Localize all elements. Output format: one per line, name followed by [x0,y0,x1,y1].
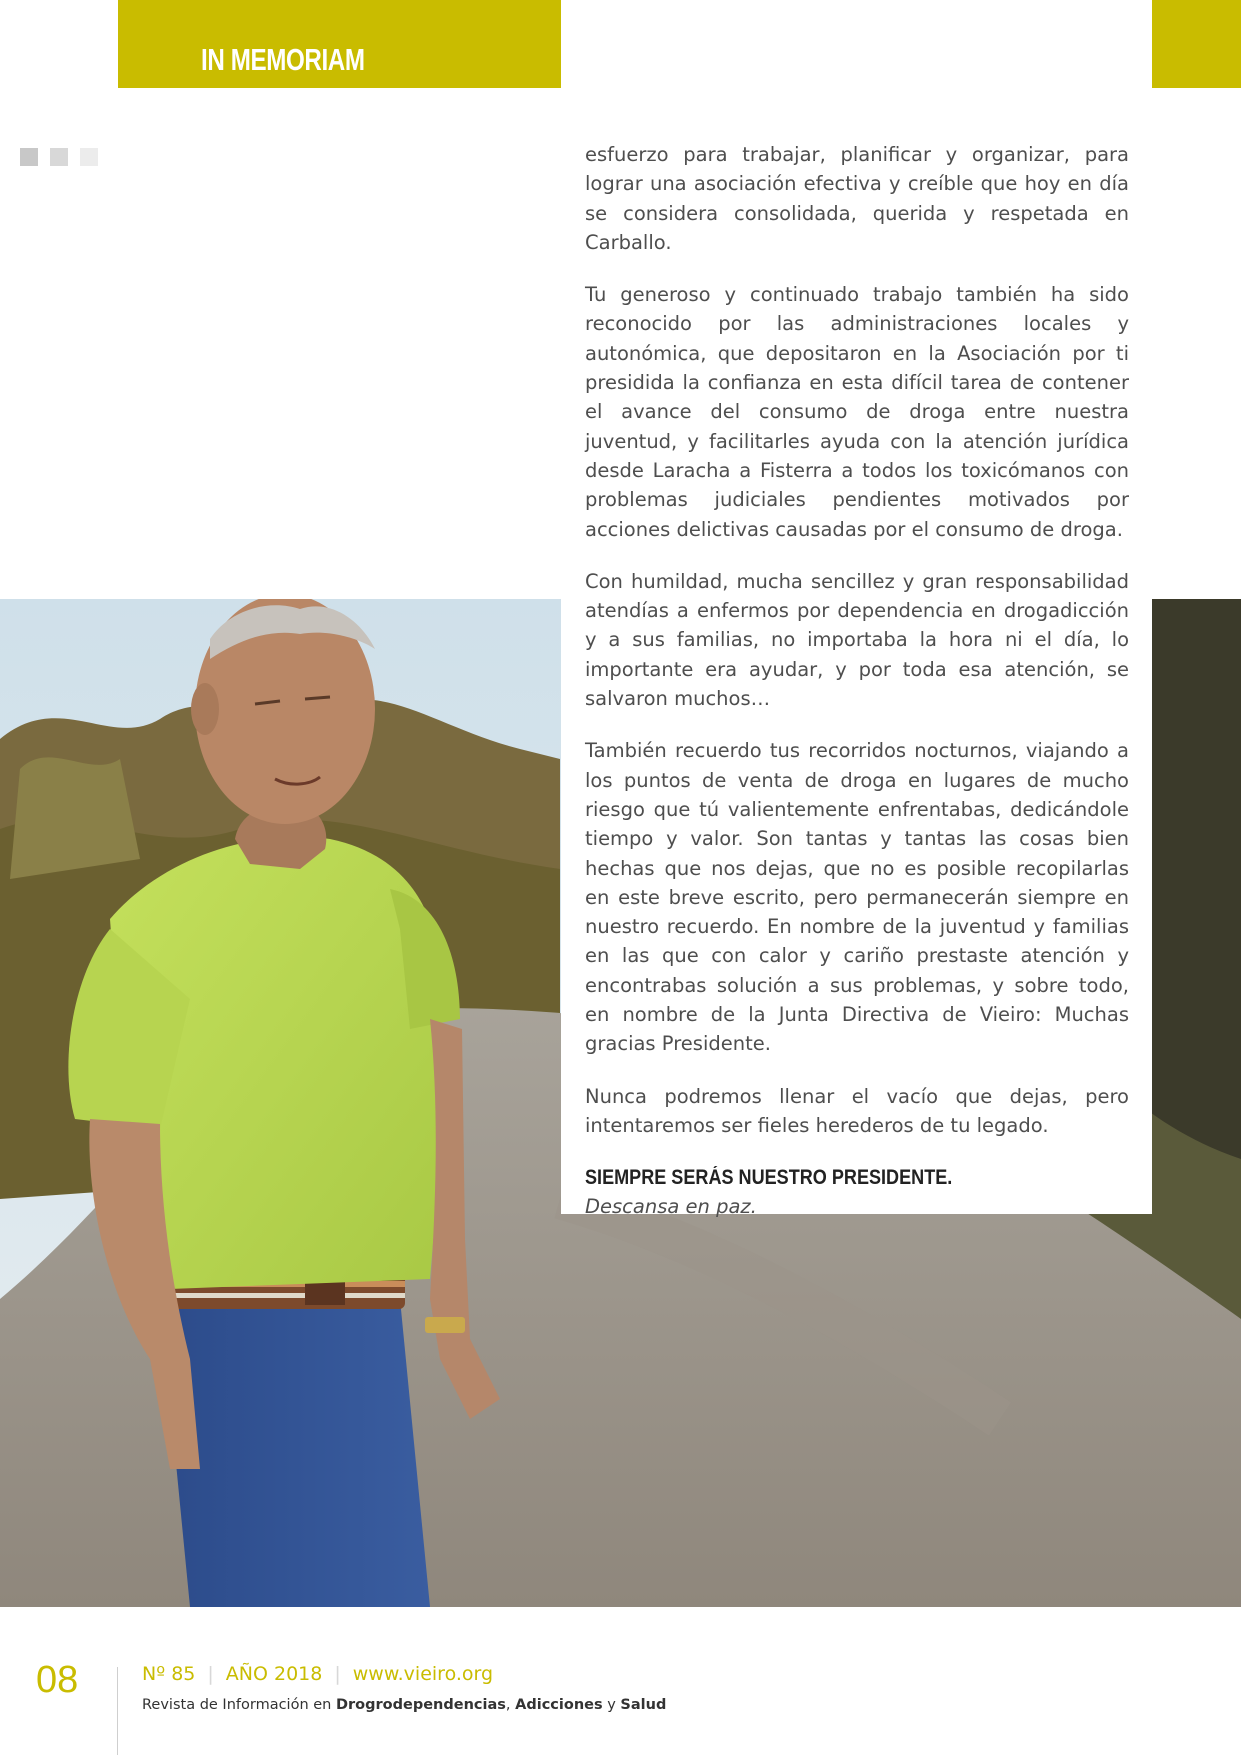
section-title: IN MEMORIAM [201,42,365,77]
article-paragraph: esfuerzo para trabajar, planificar y organizar, para lograr una asociación efectiva y creíble que hoy en día se considera consolidada, querida y respetada en Carballo. [585,143,1129,254]
subtitle-sep: y [602,1697,621,1713]
square-decoration [50,148,68,166]
square-decoration [80,148,98,166]
article-paragraph: Nunca podremos llenar el vacío que dejas, pero intentaremos ser fieles herederos de tu legado. [585,1084,1129,1137]
website-link[interactable]: www.vieiro.org [352,1663,494,1685]
magazine-subtitle [142,1697,666,1713]
page-footer [0,1607,1241,1755]
separator: | [207,1663,214,1685]
closing-bold-line: SIEMPRE SERÁS NUESTRO PRESIDENTE. [585,1166,953,1190]
decorative-squares [20,148,98,166]
article-body [585,140,1129,1222]
article-paragraph: Con humildad, mucha sencillez y gran responsabilidad atendías a enfermos por dependencia en drogadicción y a sus familias, no importaba la hora ni el día, lo importante era ayudar, y por toda esa atención, se salvaron muchos… [585,569,1129,711]
article-closing [585,1163,1129,1221]
subtitle-prefix: Revista de Información en [142,1697,336,1713]
page-number: 08 [36,1659,79,1701]
article-paragraph: También recuerdo tus recorridos nocturnos, viajando a los puntos de venta de droga en lugares de mucho riesgo que tú valientemente enfrentabas, dedicándole tiempo y valor. Son tantas y tantas las cosas bien hechas que nos dejas, que no es posible recopilarlas en este breve escrito, pero permanecerán siempre en nuestro recuerdo. En nombre de la juventud y familias en las que con calor y cariño prestaste atención y encontrabas solución a sus problemas, y sobre todo, en nombre de la Junta Directiva de Vieiro: Muchas gracias Presidente. [585,739,1129,1056]
subtitle-term: Adicciones [515,1697,603,1713]
article-text-box [561,0,1152,1219]
subtitle-sep: , [505,1697,516,1713]
article-paragraph: Tu generoso y continuado trabajo también ha sido reconocido por las administraciones locales y autonómica, que depositaron en la Asociación por ti presidida la confianza en esta difícil tarea de contener el avance del consumo de droga entre nuestra juventud, y facilitarles ayuda con la atención jurídica desde Laracha a Fisterra a todos los toxicómanos con problemas judiciales pendientes motivados por acciones delictivas causadas por el consumo de droga. [585,283,1129,541]
square-decoration [20,148,38,166]
issue-year: AÑO 2018 [225,1663,323,1685]
footer-divider [117,1667,118,1755]
separator: | [334,1663,341,1685]
closing-italic-line: Descansa en paz. [585,1195,757,1219]
issue-number: Nº 85 [142,1663,196,1685]
subtitle-term: Drogrodependencias [335,1697,506,1713]
issue-info [142,1663,493,1685]
subtitle-term: Salud [620,1697,667,1713]
